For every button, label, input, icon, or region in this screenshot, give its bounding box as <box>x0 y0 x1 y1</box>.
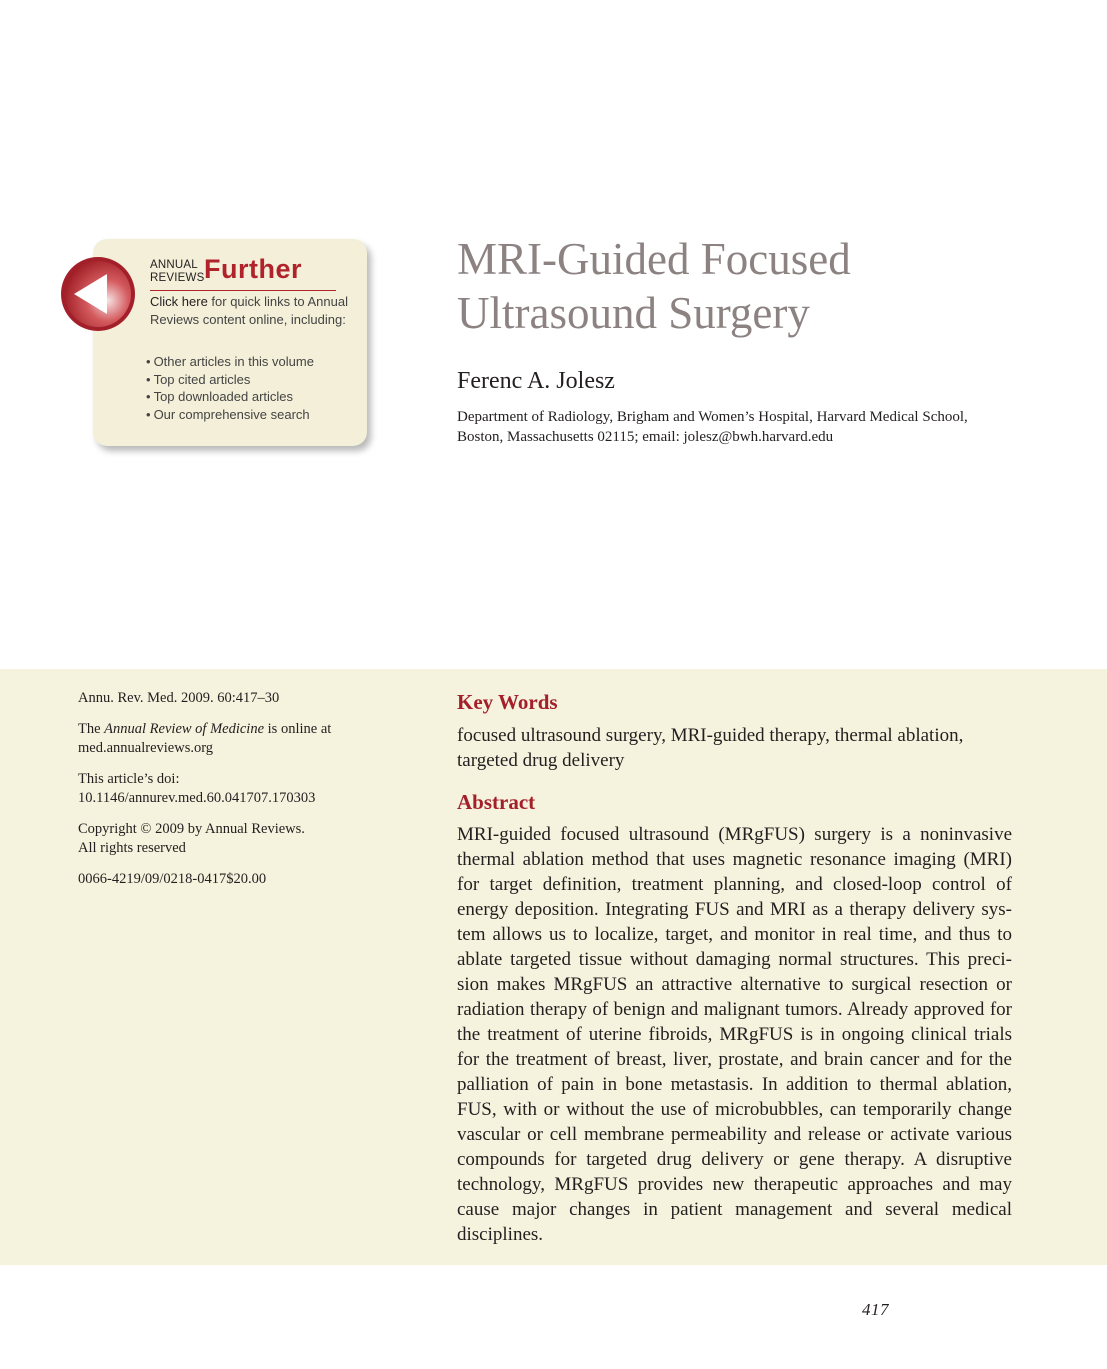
abstract-text: MRI-guided focused ultrasound (MRgFUS) surgery is a noninvasive thermal ablation method that uses magnetic resonance imaging (MRI) for target definition, treatment planning, and closed-loop control of energy deposition. Integrating FUS and MRI as a therapy delivery system allows us to localize, target, and monitor in real time, and thus to ablate targeted tissue without damaging normal structures. This precision makes MRgFUS an attractive alternative to surgical resection or radiation therapy of benign and malignant tumors. Already approved for the treatment of uterine fibroids, MRgFUS is in ongoing clinical trials for the treatment of breast, liver, prostate, and brain cancer and for the palliation of pain in bone metastasis. In addition to thermal ablation, FUS, with or without the use of microbubbles, can temporarily change vascular or cell membrane permeability and release or activate various compounds for targeted drug delivery or gene therapy. A disruptive technology, MRgFUS provides new therapeutic approaches and may cause major changes in patient management and several medical disciplines. <box>457 824 1012 1245</box>
online-suffix: is online at med.annualreviews.org <box>78 720 332 756</box>
click-here-link[interactable]: Click here <box>150 294 208 309</box>
page-number: 417 <box>862 1300 889 1319</box>
copyright-line1: Copyright © 2009 by Annual Reviews. <box>78 820 305 837</box>
article-title-line2: Ultrasound Surgery <box>457 288 810 338</box>
citation: Annu. Rev. Med. 2009. 60:417–30 <box>78 690 280 706</box>
author-name: Ferenc A. Jolesz <box>457 368 615 394</box>
keywords-text: focused ultrasound surgery, MRI-guided therapy, thermal ablation, targeted drug delivery <box>457 725 964 771</box>
further-link-top-cited[interactable]: • Top cited articles <box>146 371 356 389</box>
further-divider <box>150 290 336 291</box>
annual-reviews-logo-text <box>150 259 210 285</box>
further-description-text: for quick links to Annual Reviews content online, including: <box>150 294 348 327</box>
further-link-other-articles[interactable]: • Other articles in this volume <box>146 353 356 371</box>
keywords-heading: Key Words <box>457 690 558 714</box>
further-heading: Further <box>204 254 302 284</box>
online-prefix: The <box>78 720 105 737</box>
article-title <box>457 232 1077 340</box>
affiliation-line2: Boston, Massachusetts 02115; email: jolesz@bwh.harvard.edu <box>457 428 834 445</box>
further-description <box>150 293 350 329</box>
author-affiliation <box>457 408 1057 447</box>
abstract-heading: Abstract <box>457 790 536 814</box>
copyright-line2: All rights reserved <box>78 840 186 856</box>
brand-line-reviews: REVIEWS <box>150 272 205 284</box>
copyright <box>78 820 378 859</box>
further-link-search[interactable]: • Our comprehensive search <box>146 406 356 424</box>
online-availability <box>78 720 378 759</box>
affiliation-line1: Department of Radiology, Brigham and Women’s Hospital, Harvard Medical School, <box>457 409 968 425</box>
further-links-list <box>146 353 356 424</box>
issn-price: 0066-4219/09/0218-0417$20.00 <box>78 870 267 887</box>
article-metadata <box>78 689 378 900</box>
back-arrow-icon[interactable] <box>60 256 136 332</box>
doi-label: This article’s doi: <box>78 770 180 787</box>
brand-line-annual: ANNUAL <box>150 259 198 271</box>
further-link-top-downloaded[interactable]: • Top downloaded articles <box>146 388 356 406</box>
doi-value: 10.1146/annurev.med.60.041707.170303 <box>78 790 316 806</box>
doi-block <box>78 770 378 809</box>
journal-name: Annual Review of Medicine <box>104 720 265 737</box>
article-title-line1: MRI-Guided Focused <box>457 234 851 284</box>
